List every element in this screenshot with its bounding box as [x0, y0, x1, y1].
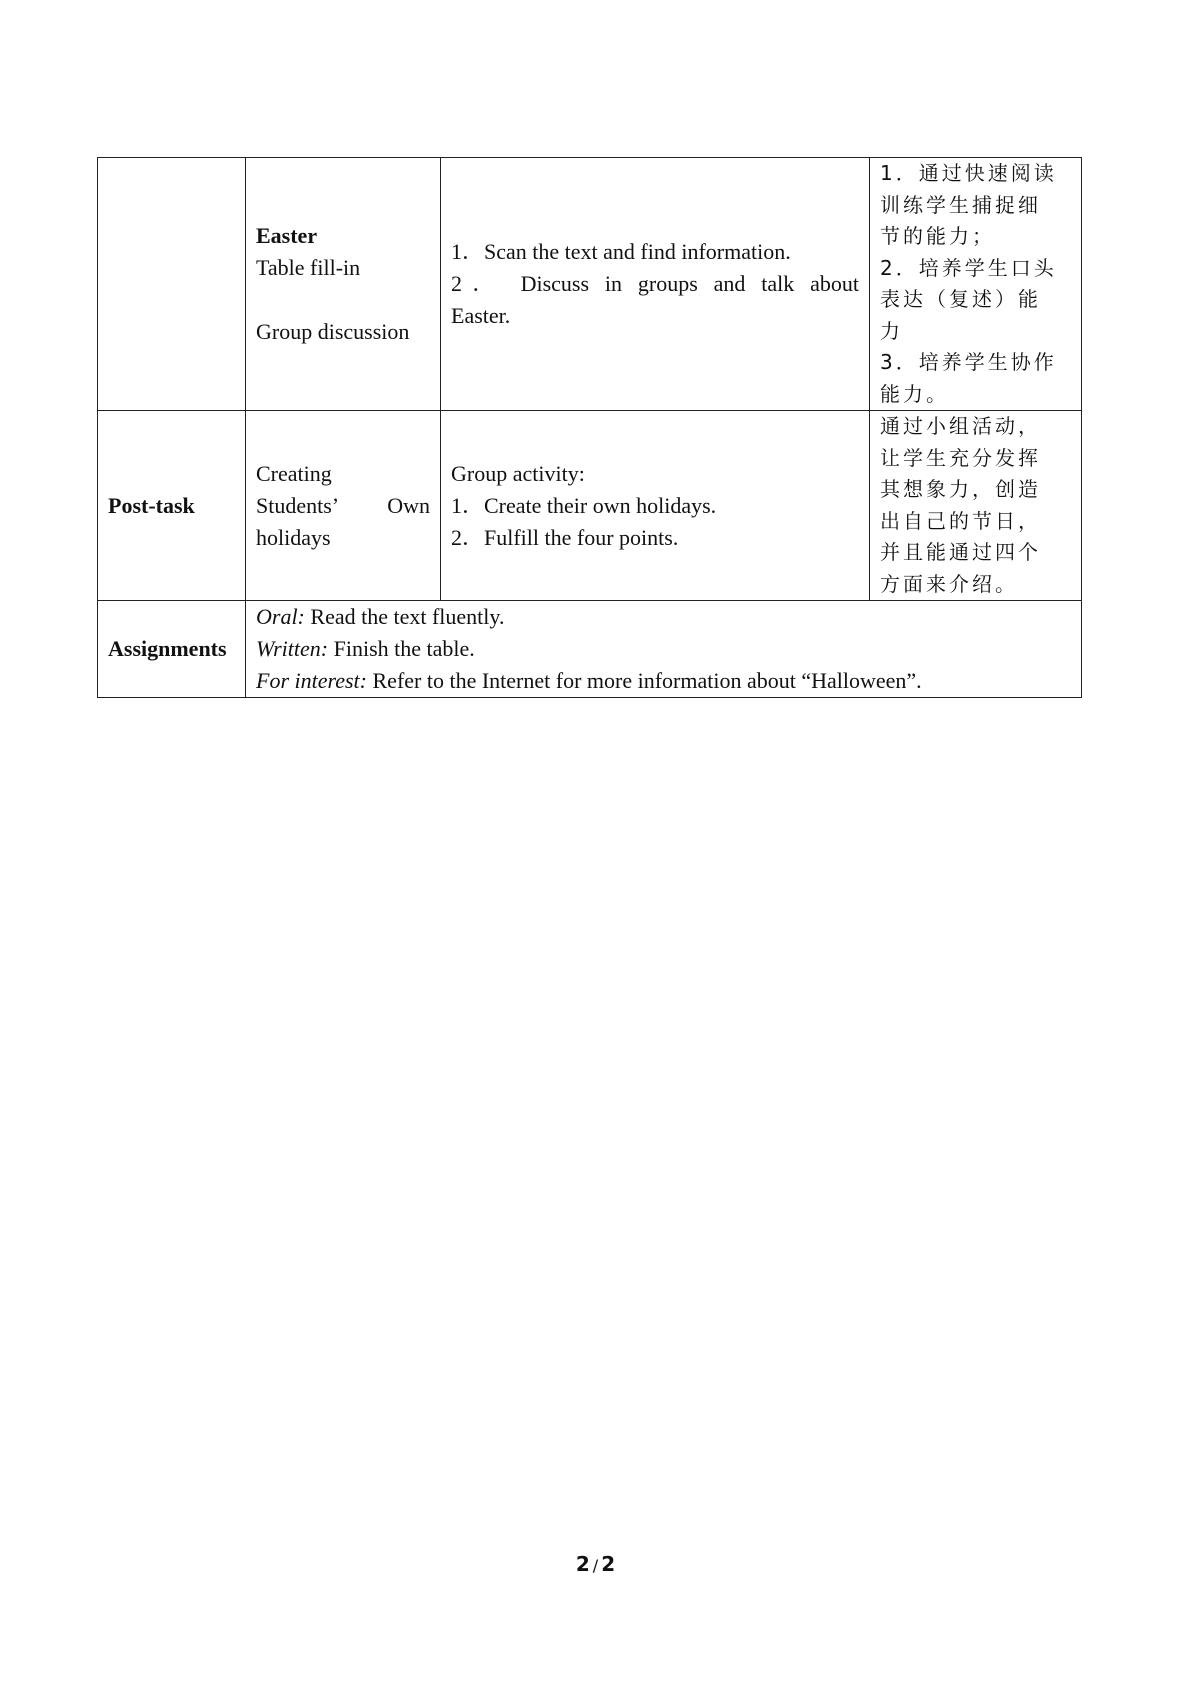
purpose-cell: [870, 158, 1082, 411]
activity-line: Easter.: [451, 303, 511, 328]
activity-line: Group activity:: [451, 460, 585, 486]
purpose-line: 方面来介绍。: [880, 571, 1018, 596]
purpose-line: 1．通过快速阅读: [880, 161, 1057, 185]
assignment-oral: [256, 601, 1071, 633]
activities-cell: [441, 411, 870, 601]
content-line: [256, 284, 430, 316]
purpose-line: 3．培养学生协作: [880, 350, 1057, 374]
purpose-line: 力: [880, 318, 903, 343]
content-line: holidays: [256, 524, 331, 550]
purpose-line: 其想象力，创造: [880, 477, 1041, 501]
table-row-assignments: [98, 601, 1082, 698]
assignment-prefix: Oral:: [256, 604, 305, 629]
activities-cell: [441, 158, 870, 411]
table-row-post-task: [98, 411, 1082, 601]
content-line: Creating: [256, 460, 332, 486]
purpose-line: 能力。: [880, 381, 949, 406]
content-cell: [246, 411, 441, 601]
assignments-label: Assignments: [98, 601, 246, 698]
table-row-easter: [98, 158, 1082, 411]
purpose-line: 并且能通过四个: [880, 540, 1041, 564]
content-line: Group discussion: [256, 319, 410, 344]
content-line: Table fill-in: [256, 255, 361, 280]
purpose-line: 让学生充分发挥: [880, 445, 1041, 470]
purpose-line: 表达（复述）能: [880, 287, 1041, 311]
page-number: [0, 1552, 1191, 1576]
purpose-line: 通过小组活动，: [880, 414, 1041, 438]
assignment-text: Finish the table.: [328, 636, 475, 661]
assignment-interest: [256, 665, 1071, 697]
assignment-written: [256, 633, 1071, 665]
activity-line: 2．Fulfill the four points.: [451, 524, 679, 550]
content-word: Students’: [256, 492, 340, 518]
stage-cell: [98, 158, 246, 411]
page-total: 2: [601, 1552, 616, 1576]
purpose-line: 2．培养学生口头: [880, 255, 1057, 280]
assignment-text: Refer to the Internet for more information about “Halloween”.: [367, 668, 922, 693]
content-title: Easter: [256, 223, 318, 248]
assignment-text: Read the text fluently.: [304, 604, 505, 629]
activity-line: 1．Create their own holidays.: [451, 492, 717, 518]
lesson-plan-table: [97, 157, 1082, 698]
purpose-cell: [870, 411, 1082, 601]
page-current: 2: [575, 1552, 590, 1576]
purpose-line: 训练学生捕捉细: [880, 192, 1041, 217]
assignment-prefix: For interest:: [256, 668, 367, 693]
content-word: Own: [387, 492, 430, 518]
stage-cell: Post-task: [98, 411, 246, 601]
purpose-line: 节的能力；: [880, 224, 995, 248]
page-separator: /: [592, 1556, 599, 1575]
content-line: [256, 490, 430, 522]
content-cell: [246, 158, 441, 411]
assignment-prefix: Written:: [256, 636, 329, 661]
activity-line: 2． Discuss in groups and talk about: [451, 271, 859, 296]
purpose-line: 出自己的节日，: [880, 508, 1041, 533]
assignments-cell: [246, 601, 1082, 698]
activity-line: 1．Scan the text and find information.: [451, 239, 791, 264]
